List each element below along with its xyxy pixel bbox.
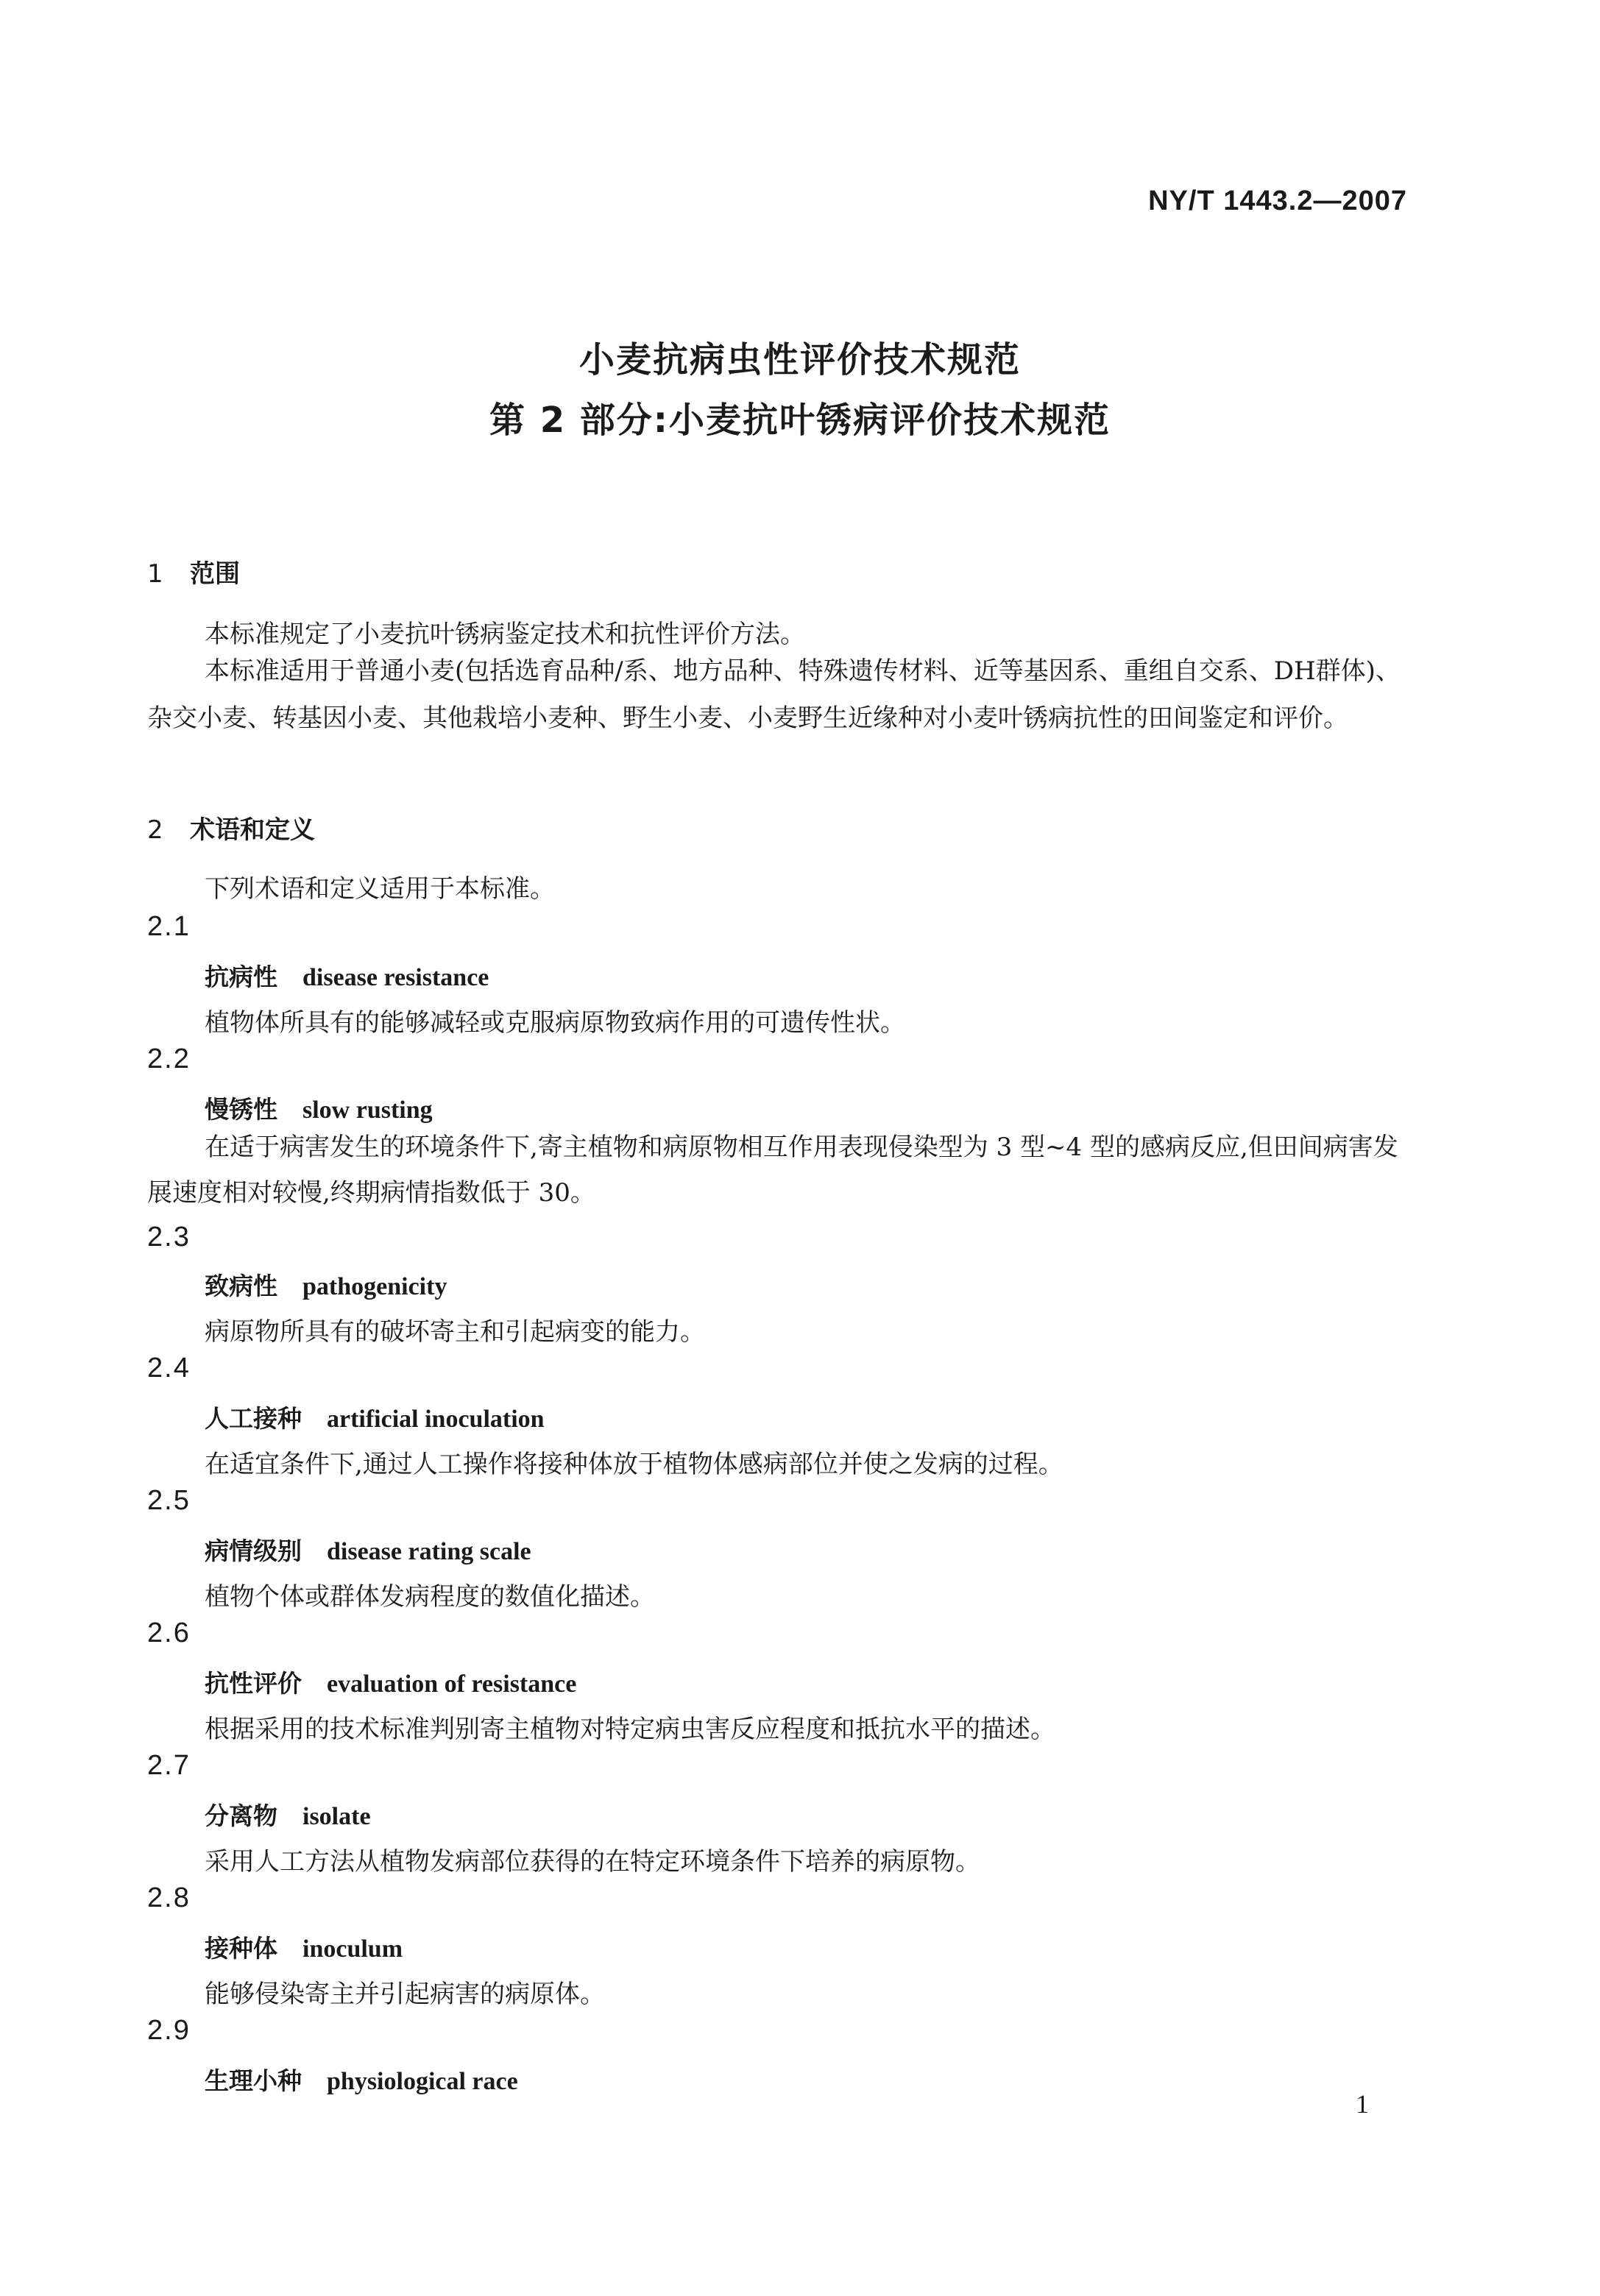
term-en: physiological race: [327, 2068, 518, 2095]
term-number: 2.4: [147, 1353, 191, 1383]
term-heading: [205, 1267, 447, 1302]
term-definition: 在适宜条件下,通过人工操作将接种体放于植物体感病部位并使之发病的过程。: [205, 1450, 1063, 1479]
scope-paragraph-1: 本标准规定了小麦抗叶锈病鉴定技术和抗性评价方法。: [205, 620, 805, 649]
term-definition: 植物个体或群体发病程度的数值化描述。: [205, 1582, 655, 1612]
term-heading: [205, 2062, 518, 2097]
term-heading: [205, 1532, 531, 1567]
term-zh: 慢锈性: [205, 1095, 277, 1124]
term-number: 2.5: [147, 1485, 191, 1516]
term-en: evaluation of resistance: [327, 1670, 577, 1698]
term-zh: 致病性: [205, 1272, 277, 1300]
term-en: isolate: [302, 1803, 371, 1830]
section-2-heading: [147, 809, 315, 846]
term-definition: 能够侵染寄主并引起病害的病原体。: [205, 1980, 605, 2009]
term-zh: 接种体: [205, 1934, 277, 1963]
term-heading: [205, 1665, 576, 1699]
term-zh: 生理小种: [205, 2066, 302, 2095]
term-en: artificial inoculation: [327, 1406, 545, 1433]
terms-intro: 下列术语和定义适用于本标准。: [205, 874, 555, 904]
scope-paragraph-2: 本标准适用于普通小麦(包括选育品种/系、地方品种、特殊遗传材料、近等基因系、重组自交系、DH群体)、杂交小麦、转基因小麦、其他栽培小麦种、野生小麦、小麦野生近缘种对小麦叶锈病抗性的田间鉴定和评价。: [147, 656, 1401, 733]
term-definition: 植物体所具有的能够减轻或克服病原物致病作用的可遗传性状。: [205, 1008, 905, 1038]
term-heading: [205, 1400, 545, 1434]
standard-code: NY/T 1443.2—2007: [1148, 185, 1407, 216]
term-definition: 根据采用的技术标准判别寄主植物对特定病虫害反应程度和抵抗水平的描述。: [205, 1715, 1055, 1744]
section-1-heading: [147, 553, 240, 589]
term-heading: [205, 1797, 371, 1832]
section-title: 范围: [190, 559, 240, 589]
term-zh: 抗病性: [205, 963, 277, 991]
term-zh: 分离物: [205, 1801, 277, 1830]
term-en: inoculum: [302, 1935, 403, 1963]
term-number: 2.7: [147, 1750, 191, 1781]
term-number: 2.9: [147, 2015, 191, 2046]
term-number: 2.1: [147, 911, 191, 942]
term-en: pathogenicity: [302, 1273, 447, 1300]
term-zh: 病情级别: [205, 1537, 302, 1565]
document-subtitle: 第 2 部分:小麦抗叶锈病评价技术规范: [489, 400, 1111, 441]
term-number: 2.8: [147, 1882, 191, 1913]
document-title: 小麦抗病虫性评价技术规范: [578, 339, 1021, 380]
term-zh: 人工接种: [205, 1404, 302, 1433]
section-title: 术语和定义: [190, 815, 315, 845]
term-number: 2.6: [147, 1618, 191, 1648]
term-number: 2.2: [147, 1044, 191, 1074]
term-heading: [205, 958, 489, 993]
term-number: 2.3: [147, 1222, 191, 1252]
term-en: disease rating scale: [327, 1538, 531, 1565]
section-number: 2: [147, 815, 163, 845]
section-number: 1: [147, 559, 163, 589]
page-number: 1: [1356, 2089, 1369, 2119]
term-definition: 在适于病害发生的环境条件下,寄主植物和病原物相互作用表现侵染型为 3 型~4 型的感病反应,但田间病害发展速度相对较慢,终期病情指数低于 30。: [147, 1133, 1398, 1208]
term-heading: [205, 1091, 433, 1125]
term-definition: 病原物所具有的破坏寄主和引起病变的能力。: [205, 1317, 705, 1347]
term-definition: 采用人工方法从植物发病部位获得的在特定环境条件下培养的病原物。: [205, 1847, 980, 1877]
term-en: slow rusting: [302, 1096, 433, 1124]
term-en: disease resistance: [302, 964, 489, 991]
term-zh: 抗性评价: [205, 1669, 302, 1698]
term-heading: [205, 1930, 403, 1964]
